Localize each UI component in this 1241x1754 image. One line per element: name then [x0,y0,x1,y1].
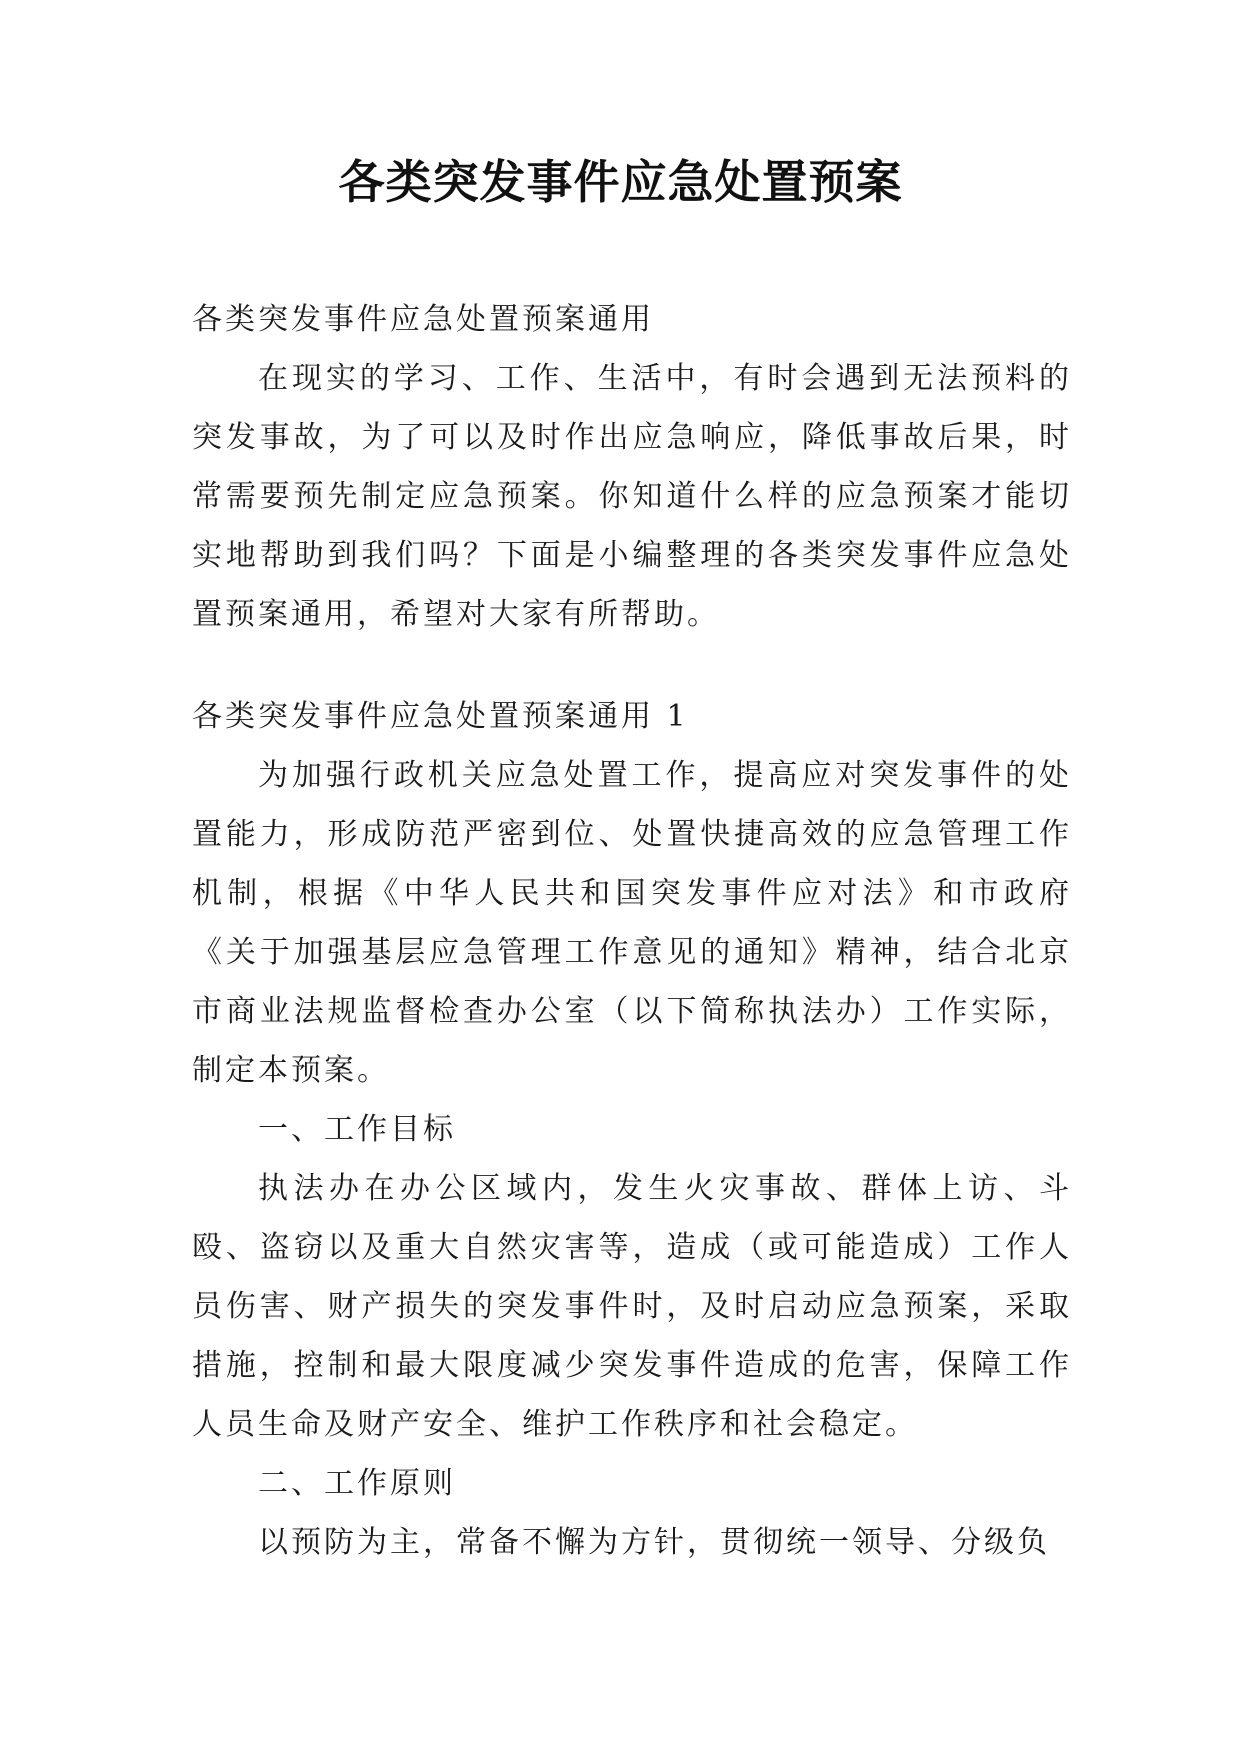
document-body [192,290,1072,1572]
section-heading: 各类突发事件应急处置预案通用 1 [192,699,689,734]
principle-heading: 二、工作原则 [258,1466,456,1501]
goal-paragraph: 执法办在办公区域内，发生火灾事故、群体上访、斗殴、盗窃以及重大自然灾害等，造成（或可能造成）工作人员伤害、财产损失的突发事件时，及时启动应急预案，采取措施，控制和最大限度减少突发事件造成的危害，保障工作人员生命及财产安全、维护工作秩序和社会稳定。 [192,1171,1072,1442]
intro-paragraph: 在现实的学习、工作、生活中，有时会遇到无法预料的突发事故，为了可以及时作出应急响应，降低事故后果，时常需要预先制定应急预案。你知道什么样的应急预案才能切实地帮助到我们吗？下面是小编整理的各类突发事件应急处置预案通用，希望对大家有所帮助。 [192,361,1072,632]
goal-heading: 一、工作目标 [258,1112,456,1147]
section-paragraph: 为加强行政机关应急处置工作，提高应对突发事件的处置能力，形成防范严密到位、处置快捷高效的应急管理工作机制，根据《中华人民共和国突发事件应对法》和市政府《关于加强基层应急管理工作意见的通知》精神，结合北京市商业法规监督检查办公室（以下简称执法办）工作实际，制定本预案。 [192,758,1072,1088]
principle-paragraph: 以预防为主，常备不懈为方针，贯彻统一领导、分级负 [258,1525,1050,1560]
subtitle: 各类突发事件应急处置预案通用 [192,302,654,337]
document-title: 各类突发事件应急处置预案 [338,155,903,209]
